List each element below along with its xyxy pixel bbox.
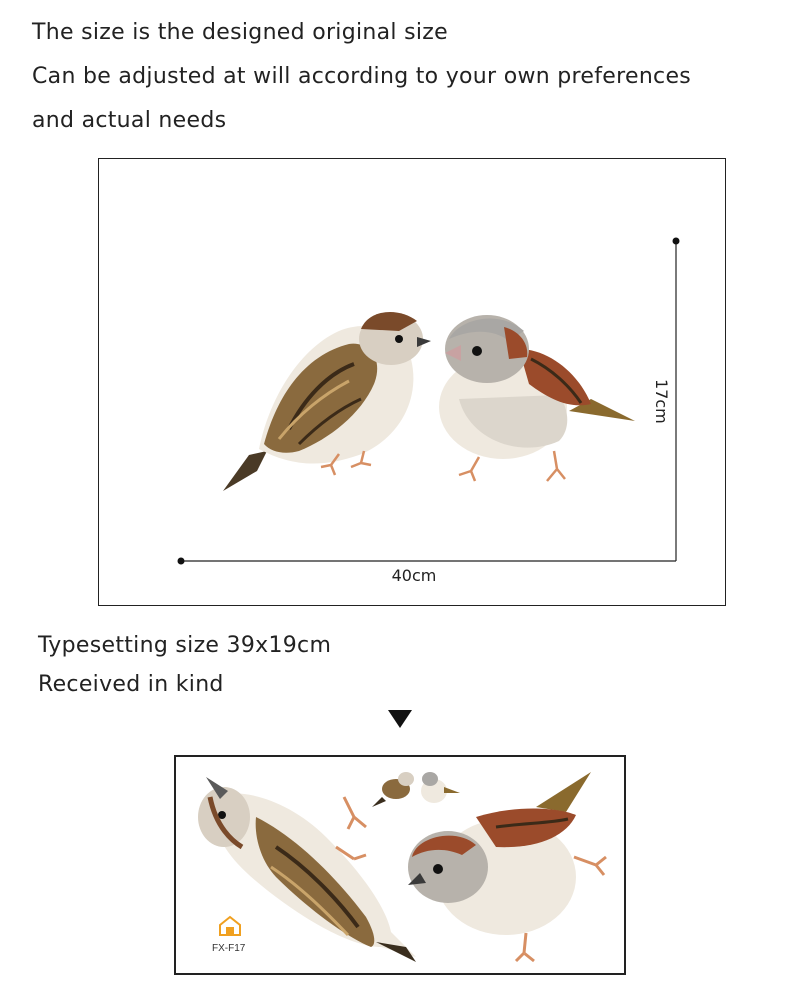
size-diagram-frame (98, 158, 726, 606)
sticker-sparrow-small-2 (421, 772, 460, 803)
width-dimension-dot (178, 558, 185, 565)
width-dimension-label: 40cm (391, 566, 437, 585)
down-arrow-icon (388, 710, 412, 728)
height-dimension-dot (673, 238, 680, 245)
received-in-kind-text: Received in kind (38, 672, 224, 697)
sticker-sparrow-small-1 (372, 772, 414, 807)
intro-line-3: and actual needs (32, 108, 227, 133)
size-diagram (99, 159, 727, 607)
height-dimension-label: 17cm (652, 379, 671, 424)
intro-line-2: Can be adjusted at will according to your own preferences (32, 64, 692, 89)
brand-logo (218, 915, 242, 937)
product-code: FX-F17 (212, 943, 246, 954)
intro-line-1: The size is the designed original size (32, 20, 448, 45)
typesetting-size-text: Typesetting size 39x19cm (38, 633, 332, 658)
sparrow-right-illustration (439, 315, 635, 481)
sticker-sheet-frame (174, 755, 626, 975)
sparrow-left-illustration (223, 312, 431, 491)
